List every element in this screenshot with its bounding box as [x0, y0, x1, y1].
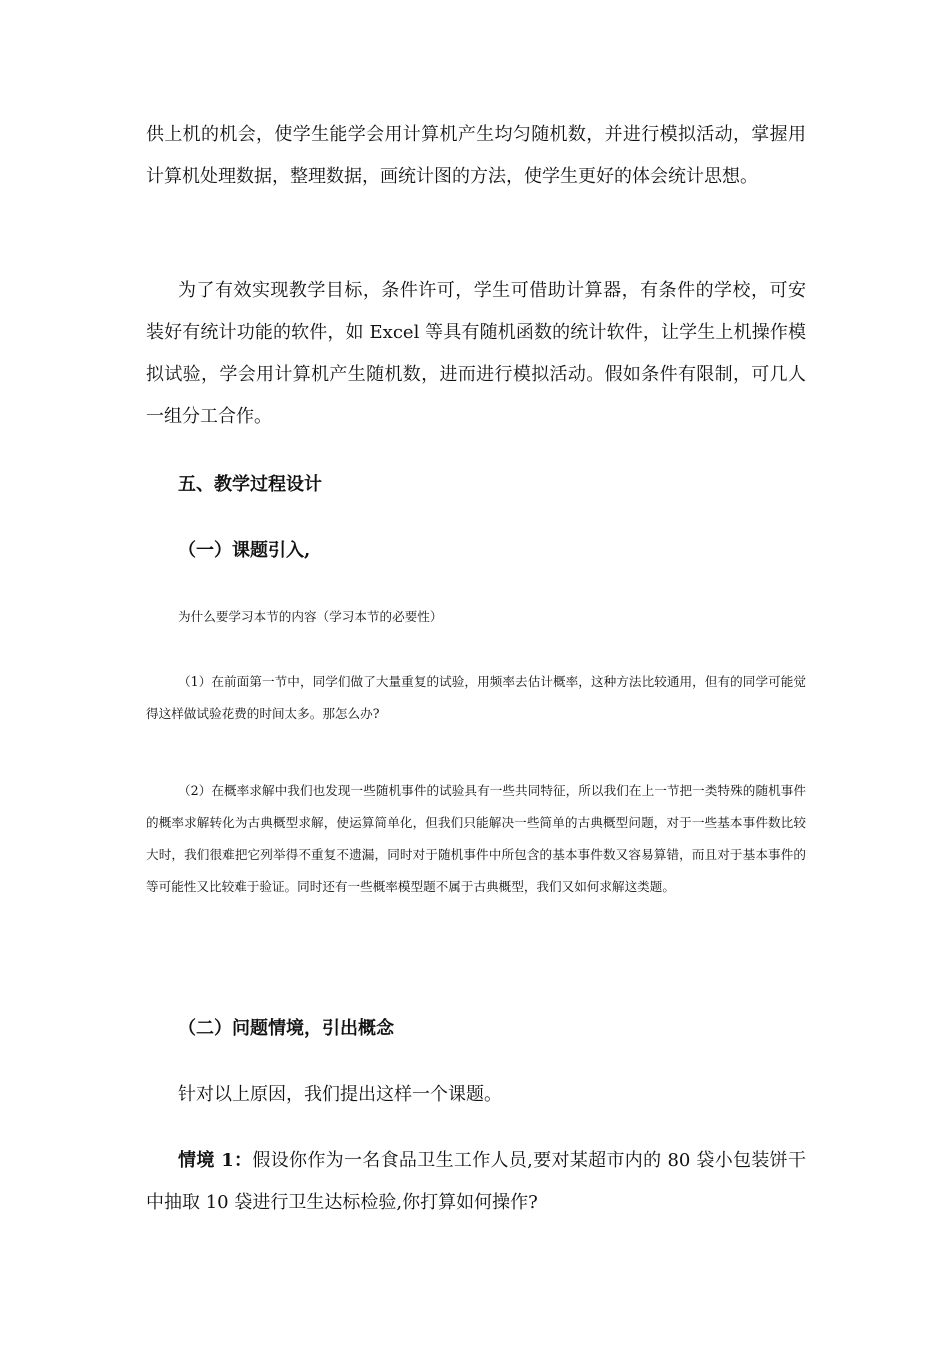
- scenario-text: 假设你作为一名食品卫生工作人员,要对某超市内的 80 袋小包装饼干中抽取 10 袋进行卫生达标检验,你打算如何操作?: [146, 1150, 806, 1213]
- heading-topic-intro: （一）课题引入,: [178, 540, 311, 561]
- heading-problem-scenario: （二）问题情境，引出概念: [178, 1018, 394, 1039]
- paragraph-reason: 针对以上原因，我们提出这样一个课题。: [178, 1084, 502, 1105]
- scenario-label: 情境 1：: [178, 1150, 253, 1171]
- heading-teaching-process: 五、教学过程设计: [178, 474, 322, 495]
- paragraph-item-1: （1）在前面第一节中，同学们做了大量重复的试验，用频率去估计概率，这种方法比较通用，但有的同学可能觉得这样做试验花费的时间太多。那怎么办?: [146, 674, 806, 721]
- paragraph-item-2: （2）在概率求解中我们也发现一些随机事件的试验具有一些共同特征，所以我们在上一节把一类特殊的随机事件的概率求解转化为古典概型求解，使运算简单化，但我们只能解决一些简单的古典概型问题，对于一些基本事件数比较大时，我们很难把它列举得不重复不遗漏，同时对于随机事件中所包含的基本事件数又容易算错，而且对于基本事件的等可能性又比较难于验证。同时还有一些概率模型题不属于古典概型，我们又如何求解这类题。: [146, 783, 806, 894]
- paragraph-computer-use: 供上机的机会，使学生能学会用计算机产生均匀随机数，并进行模拟活动，掌握用计算机处理数据，整理数据，画统计图的方法，使学生更好的体会统计思想。: [146, 124, 806, 187]
- paragraph-why-learn: 为什么要学习本节的内容（学习本节的必要性）: [178, 609, 443, 624]
- paragraph-teaching-goal: 为了有效实现教学目标，条件许可，学生可借助计算器，有条件的学校，可安装好有统计功能的软件，如 Excel 等具有随机函数的统计软件，让学生上机操作模拟试验，学会用计算机产生随机数，进而进行模拟活动。假如条件有限制，可几人一组分工合作。: [146, 280, 806, 427]
- paragraph-scenario-1: [146, 1140, 806, 1224]
